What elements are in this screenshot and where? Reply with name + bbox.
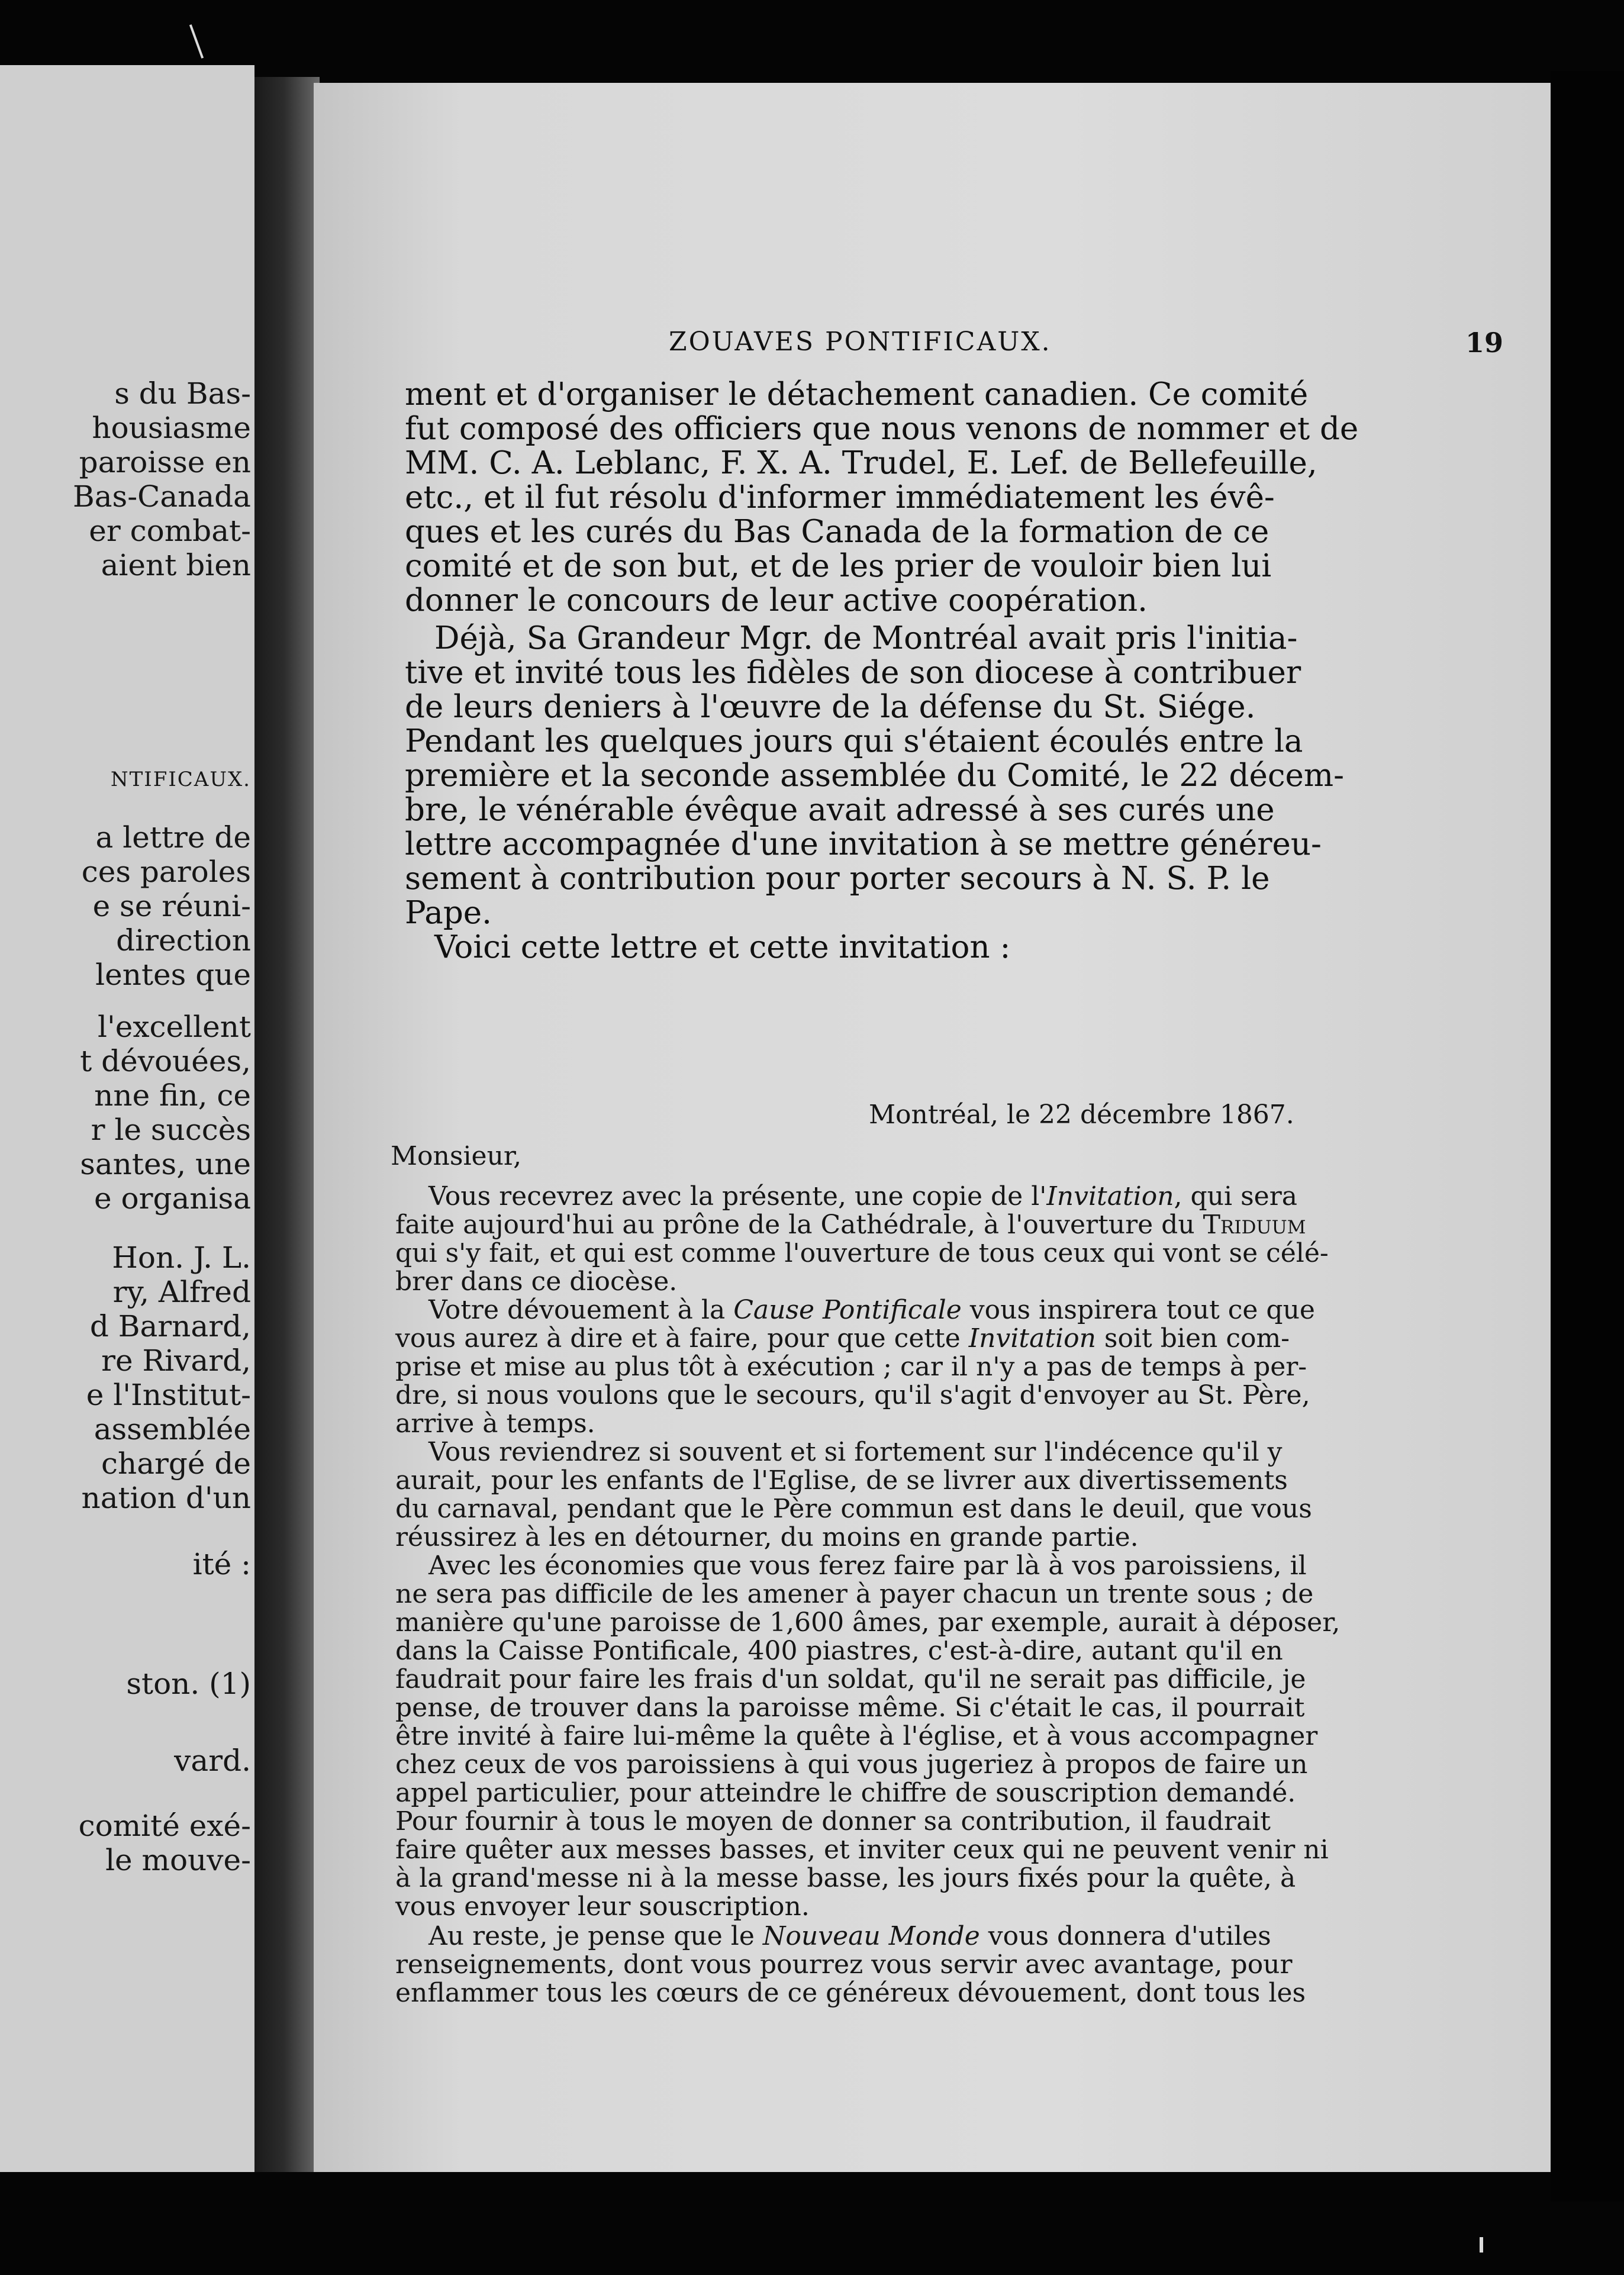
letter-line: être invité à faire lui-même la quête à l'église, et à vous accompagner [395,1721,1318,1751]
left-text-line: r le succès [91,1113,251,1147]
running-title: ZOUAVES PONTIFICAUX. [669,327,1052,357]
letter-text: faite aujourd'hui au prône de la Cathédrale, à l'ouverture du [395,1210,1203,1240]
left-text-line: nne fin, ce [94,1078,251,1113]
scan-speck [1480,2237,1483,2253]
left-text-line: direction [116,923,251,958]
letter-line: renseignements, dont vous pourrez vous servir avec avantage, pour [395,1949,1293,1980]
page-number: 19 [1465,327,1503,359]
text-line: de leurs deniers à l'œuvre de la défense du St. Siége. [405,689,1256,725]
scan-border [1551,71,1624,2202]
text-line: Déjà, Sa Grandeur Mgr. de Montréal avait pris l'initia- [434,620,1298,656]
letter-salutation: Monsieur, [391,1141,522,1171]
left-text-line: paroisse en [79,445,251,479]
left-text-line: ston. (1) [126,1667,251,1701]
left-text-line: er combat- [89,514,251,548]
left-text-line: s du Bas- [114,376,251,411]
letter-text: vous inspirera tout ce que [961,1295,1315,1325]
letter-line: prise et mise au plus tôt à exécution ; car il n'y a pas de temps à per- [395,1352,1307,1382]
text-line: Voici cette lettre et cette invitation : [434,929,1011,965]
left-text-line: t dévouées, [80,1044,251,1078]
right-page [314,83,1551,2172]
letter-line: vous envoyer leur souscription. [395,1891,810,1922]
letter-line: chez ceux de vos paroissiens à qui vous jugeriez à propos de faire un [395,1749,1308,1780]
text-line: donner le concours de leur active coopération. [405,582,1148,618]
letter-line: dans la Caisse Pontificale, 400 piastres, c'est-à-dire, autant qu'il en [395,1636,1283,1666]
letter-italic: Invitation [1046,1181,1174,1211]
left-text-line: e organisa [94,1181,251,1216]
text-line: MM. C. A. Leblanc, F. X. A. Trudel, E. Lef. de Bellefeuille, [405,445,1317,481]
letter-text: vous aurez à dire et à faire, pour que cette [395,1323,969,1354]
left-text-line: a lettre de [95,820,251,855]
letter-smallcaps: Triduum [1203,1210,1306,1240]
left-text-line: chargé de [101,1446,251,1481]
text-line: etc., et il fut résolu d'informer immédiatement les évê- [405,479,1275,515]
letter-line: Pour fournir à tous le moyen de donner sa contribution, il faudrait [395,1806,1271,1836]
left-text-line: d Barnard, [89,1309,251,1343]
text-line: fut composé des officiers que nous venons de nommer et de [405,411,1359,447]
text-line: Pape. [405,895,492,931]
letter-text: vous donnera d'utiles [979,1921,1271,1951]
letter-text: Vous recevrez avec la présente, une copie de l' [428,1181,1047,1211]
letter-line: ne sera pas difficile de les amener à payer chacun un trente sous ; de [395,1579,1314,1609]
letter-italic: Nouveau Monde [762,1921,980,1951]
letter-line: enflammer tous les cœurs de ce généreux dévouement, dont tous les [395,1978,1306,2008]
text-line: bre, le vénérable évêque avait adressé à ses curés une [405,792,1275,828]
scan-speck [189,24,204,59]
letter-line: faudrait pour faire les frais d'un soldat, qu'il ne serait pas difficile, je [395,1664,1306,1694]
left-text-line: comité exé- [78,1809,251,1843]
left-text-line: Bas-Canada [72,479,251,514]
left-text-line: housiasme [92,411,251,445]
page-header [669,327,1503,362]
left-text-line: santes, une [80,1147,251,1181]
book-gutter [254,77,320,2172]
letter-line: arrive à temps. [395,1409,595,1439]
left-text-line: e se réuni- [92,889,251,923]
letter-line [395,1323,1290,1354]
letter-line: pense, de trouver dans la paroisse même. Si c'était le cas, il pourrait [395,1693,1305,1723]
letter-line: faire quêter aux messes basses, et inviter ceux qui ne peuvent venir ni [395,1835,1329,1865]
left-text-line: lentes que [95,958,251,992]
letter-text: , qui sera [1174,1181,1297,1211]
left-text-line: l'excellent [98,1010,251,1044]
left-text-line: nation d'un [81,1481,251,1515]
text-line: lettre accompagnée d'une invitation à se mettre généreu- [405,826,1322,862]
letter-line: qui s'y fait, et qui est comme l'ouverture de tous ceux qui vont se célé- [395,1238,1329,1268]
letter-line: du carnaval, pendant que le Père commun est dans le deuil, que vous [395,1494,1312,1524]
letter-text: Au reste, je pense que le [428,1921,763,1951]
letter-line: réussirez à les en détourner, du moins en grande partie. [395,1522,1139,1552]
letter-italic: Cause Pontificale [733,1295,962,1325]
left-text-line: ité : [192,1547,251,1581]
letter-line: appel particulier, pour atteindre le chiffre de souscription demandé. [395,1778,1296,1808]
letter-line [428,1181,1297,1211]
letter-line: Vous reviendrez si souvent et si fortement sur l'indécence qu'il y [428,1437,1283,1467]
text-line: Pendant les quelques jours qui s'étaient écoulés entre la [405,723,1303,759]
left-running-title: NTIFICAUX. [110,768,251,791]
letter-line: manière qu'une paroisse de 1,600 âmes, par exemple, aurait à déposer, [395,1607,1341,1638]
left-text-line: e l'Institut- [86,1378,251,1412]
text-line: ques et les curés du Bas Canada de la formation de ce [405,514,1269,550]
letter-line [428,1923,1271,1949]
letter-line: dre, si nous voulons que le secours, qu'il s'agit d'envoyer au St. Père, [395,1380,1310,1410]
letter-line [428,1297,1315,1323]
letter-italic: Invitation [968,1323,1096,1354]
left-text-line: Hon. J. L. [112,1240,251,1275]
text-line: première et la seconde assemblée du Comité, le 22 décem- [405,758,1345,794]
text-line: tive et invité tous les fidèles de son diocese à contribuer [405,655,1301,691]
letter-line: brer dans ce diocèse. [395,1267,678,1297]
left-text-line: aient bien [101,548,251,582]
text-line: sement à contribution pour porter secours à N. S. P. le [405,861,1270,897]
left-text-line: re Rivard, [101,1343,251,1378]
left-text-line: le mouve- [105,1843,251,1877]
letter-line: à la grand'messe ni à la messe basse, les jours fixés pour la quête, à [395,1863,1296,1893]
letter-date: Montréal, le 22 décembre 1867. [869,1100,1294,1130]
letter-text: soit bien com- [1095,1323,1290,1354]
left-text-line: vard. [174,1744,251,1778]
letter-line [395,1212,1306,1238]
left-text-line: ces paroles [81,855,251,889]
text-line: ment et d'organiser le détachement canadien. Ce comité [405,376,1309,413]
letter-line: aurait, pour les enfants de l'Eglise, de se livrer aux divertissements [395,1465,1288,1496]
left-text-line: ry, Alfred [112,1275,251,1309]
text-line: comité et de son but, et de les prier de vouloir bien lui [405,548,1272,584]
left-text-line: assemblée [94,1412,251,1446]
left-facing-page [0,65,254,2172]
letter-line: Avec les économies que vous ferez faire par là à vos paroissiens, il [428,1551,1307,1581]
letter-text: Votre dévouement à la [428,1295,734,1325]
